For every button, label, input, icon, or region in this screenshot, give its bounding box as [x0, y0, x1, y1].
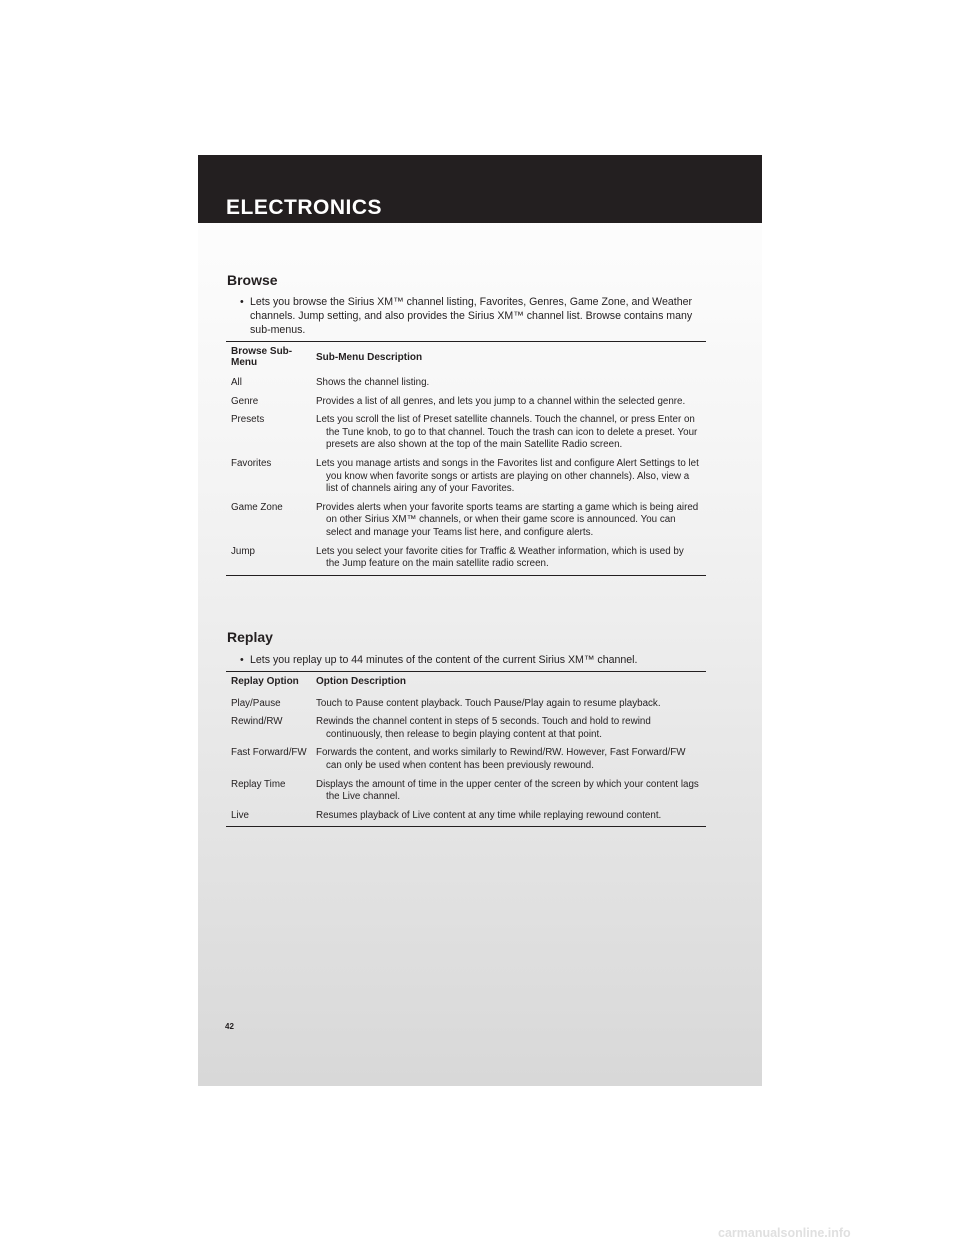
table-cell: Live	[231, 809, 249, 821]
table-cell: Rewinds the channel content in steps of 5 seconds. Touch and hold to rewind continuously, then release to begin playing content at that point.	[316, 716, 651, 740]
table-cell: Provides a list of all genres, and lets you jump to a channel within the selected genre.	[316, 395, 686, 407]
table-cell: Favorites	[231, 457, 272, 469]
table-cell: Replay Time	[231, 778, 286, 790]
table-row	[226, 414, 706, 452]
table-header-cell: Sub-Menu Description	[316, 352, 423, 363]
table-cell: Play/Pause	[231, 697, 281, 709]
table-cell: Lets you scroll the list of Preset satellite channels. Touch the channel, or press Enter on the Tune knob, to go to that channel. Touch the trash can icon to delete a preset. Your presets are also shown at the top of the main Satellite Radio screen.	[316, 414, 698, 451]
table-row	[226, 396, 706, 409]
table-cell: Game Zone	[231, 501, 283, 513]
manual-page	[198, 155, 762, 1086]
table-header-cell: Option Description	[316, 676, 406, 687]
table-header-row	[226, 676, 706, 689]
table-cell: Lets you manage artists and songs in the Favorites list and configure Alert Settings to let you know when favorite songs or artists are playing on other channels). Also, view a list of channels airing any of your Favorites.	[316, 457, 699, 495]
section-header-title: ELECTRONICS	[226, 196, 383, 219]
table-cell: Provides alerts when your favorite sports teams are starting a game which is being aired on other Sirius XM™ channels, or when their game score is announced. You can select and manage your Teams list here, and configure alerts.	[316, 501, 699, 538]
bullet-icon: •	[240, 296, 244, 308]
browse-submenu-table	[226, 341, 706, 576]
browse-heading: Browse	[227, 272, 278, 288]
table-row	[226, 502, 706, 540]
table-cell: Forwards the content, and works similarly to Rewind/RW. However, Fast Forward/FW can only be used when content has been previously rewound.	[316, 747, 686, 771]
table-cell: Genre	[231, 395, 259, 407]
table-row	[226, 810, 706, 823]
table-row	[226, 698, 706, 711]
replay-options-table	[226, 671, 706, 827]
table-header-row	[226, 346, 706, 368]
table-header-cell: Replay Option	[231, 676, 299, 687]
table-cell: Resumes playback of Live content at any time while replaying rewound content.	[316, 809, 662, 821]
table-cell: Touch to Pause content playback. Touch Pause/Play again to resume playback.	[316, 697, 661, 709]
table-cell: Jump	[231, 545, 255, 557]
browse-bullet	[240, 295, 710, 337]
replay-heading: Replay	[227, 629, 273, 645]
table-header-cell: Browse Sub-Menu	[231, 346, 293, 368]
table-row	[226, 546, 706, 571]
replay-bullet	[240, 653, 710, 667]
browse-bullet-text: Lets you browse the Sirius XM™ channel listing, Favorites, Genres, Game Zone, and Weather channels. Jump setting, and also provides the Sirius XM™ channel list. Browse contains many sub-menus.	[250, 296, 693, 336]
table-cell: Shows the channel listing.	[316, 377, 430, 388]
table-row	[226, 779, 706, 804]
page-number: 42	[225, 1022, 234, 1031]
table-cell: Lets you select your favorite cities for Traffic & Weather information, which is used by the Jump feature on the main satellite radio screen.	[316, 545, 684, 570]
table-row	[226, 458, 706, 496]
table-cell: Presets	[231, 414, 265, 426]
table-cell: Fast Forward/FW	[231, 747, 307, 759]
replay-bullet-text: Lets you replay up to 44 minutes of the content of the current Sirius XM™ channel.	[250, 654, 638, 666]
bullet-icon: •	[240, 654, 244, 666]
table-cell: All	[231, 377, 242, 388]
watermark-text: carmanualsonline.info	[718, 1226, 851, 1240]
table-cell: Rewind/RW	[231, 716, 283, 728]
table-row	[226, 747, 706, 772]
table-cell: Displays the amount of time in the upper center of the screen by which your content lags the Live channel.	[316, 778, 699, 803]
table-row	[226, 716, 706, 741]
table-row	[226, 377, 706, 390]
section-header-bar	[198, 155, 762, 223]
